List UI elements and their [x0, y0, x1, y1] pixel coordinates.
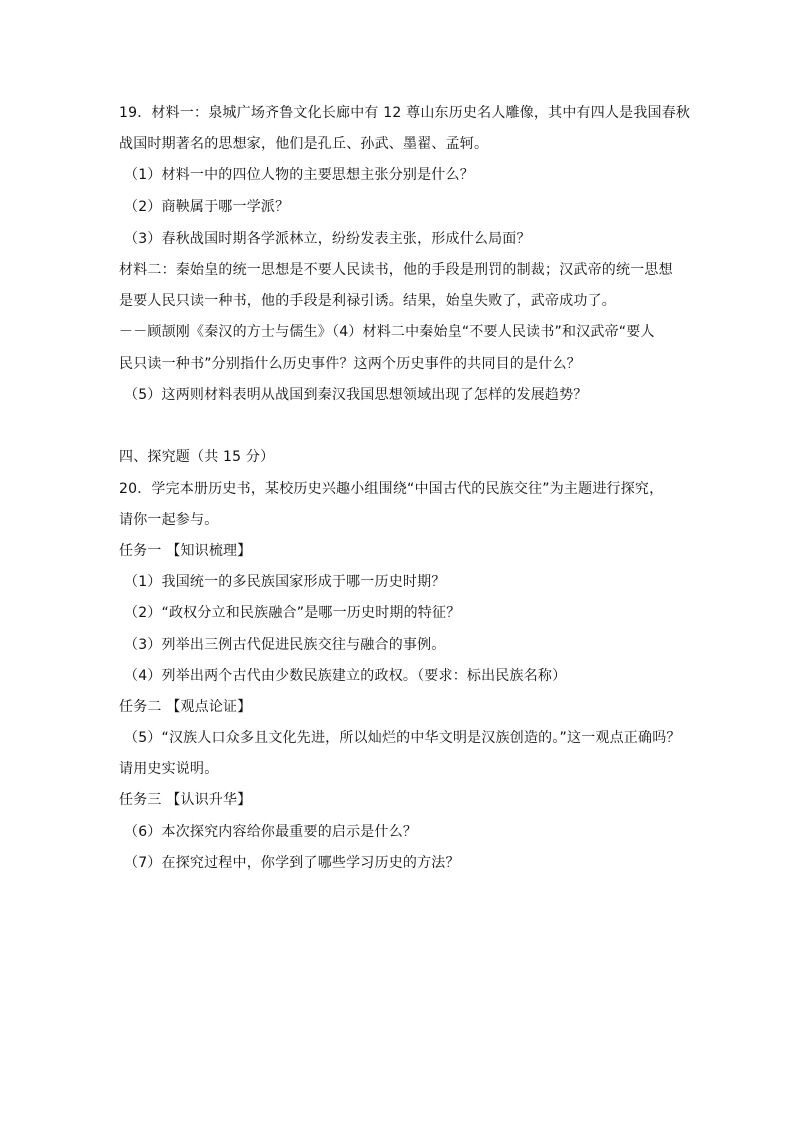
q20-sub-question-5: （5）“汉族人口众多且文化先进，所以灿烂的中华文明是汉族创造的。”这一观点正确吗？	[124, 730, 681, 746]
q20-sub-question-5-cont: 请用史实说明。	[119, 761, 219, 777]
q20-sub-question-2: （2）“政权分立和民族融合”是哪一历史时期的特征？	[124, 605, 461, 621]
q20-sub-question-7: （7）在探究过程中，你学到了哪些学习历史的方法？	[124, 855, 460, 871]
q19-sub-question-5: （5）这两则材料表明从战国到秦汉我国思想领域出现了怎样的发展趋势？	[124, 387, 588, 403]
q20-task-3-heading: 任务三 【认识升华】	[119, 792, 252, 808]
q19-material-2-line-2: 是要人民只读一种书，他的手段是利禄引诱。结果，始皇失败了，武帝成功了。	[119, 293, 616, 309]
q20-task-1-heading: 任务一 【知识梳理】	[119, 543, 252, 559]
q20-task-2-heading: 任务二 【观点论证】	[119, 699, 252, 715]
q19-sub-question-4-cont: 民只读一种书”分别指什么历史事件？这两个历史事件的共同目的是什么？	[119, 356, 581, 372]
q20-sub-question-4: （4）列举出两个古代由少数民族建立的政权。（要求：标出民族名称）	[124, 668, 567, 684]
q19-sub-question-2: （2）商鞅属于哪一学派？	[124, 199, 290, 215]
q19-sub-question-3: （3）春秋战国时期各学派林立，纷纷发表主张，形成什么局面？	[124, 231, 531, 247]
q19-material-1-line-1: 19．材料一：泉城广场齐鲁文化长廊中有 12 尊山东历史名人雕像，其中有四人是我国春秋	[119, 105, 691, 121]
q20-sub-question-1: （1）我国统一的多民族国家形成于哪一历史时期？	[124, 574, 446, 590]
q20-sub-question-6: （6）本次探究内容给你最重要的启示是什么？	[124, 824, 418, 840]
section-4-title: 四、探究题（共 15 分）	[119, 449, 275, 465]
q20-stem-line-1: 20．学完本册历史书，某校历史兴趣小组围绕“中国古代的民族交往”为主题进行探究，	[119, 481, 664, 497]
q20-sub-question-3: （3）列举出三例古代促进民族交往与融合的事例。	[124, 637, 446, 653]
q19-material-2-source: －－顾颉刚《秦汉的方士与儒生》（4）材料二中秦始皇“不要人民读书”和汉武帝“要人	[119, 324, 655, 340]
q19-material-1-line-2: 战国时期著名的思想家，他们是孔丘、孙武、墨翟、孟轲。	[119, 136, 489, 152]
q19-material-2-line-1: 材料二：秦始皇的统一思想是不要人民读书，他的手段是刑罚的制裁；汉武帝的统一思想	[119, 262, 673, 278]
q19-sub-question-1: （1）材料一中的四位人物的主要思想主张分别是什么？	[124, 167, 474, 183]
q20-stem-line-2: 请你一起参与。	[119, 512, 219, 528]
